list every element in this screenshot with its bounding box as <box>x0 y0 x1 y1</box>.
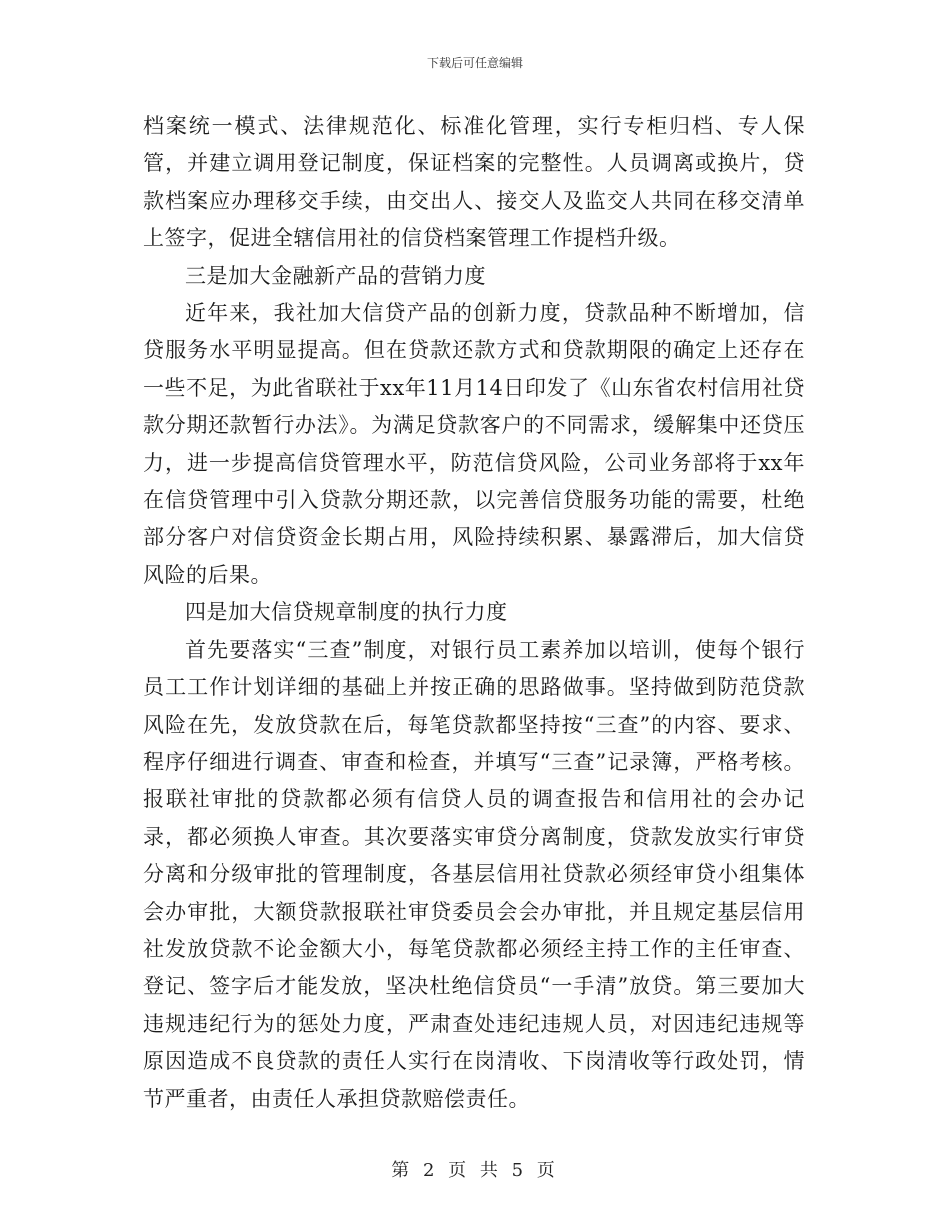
header-note: 下载后可任意编辑 <box>426 56 523 70</box>
paragraph-installment-repayment: 近年来，我社加大信贷产品的创新力度，贷款品种不断增加，信贷服务水平明显提高。但在贷款还款方式和贷款期限的确定上还存在一些不足，为此省联社于xx年11月14日印发了《山东省农村信用社贷款分期还款暂行办法》。为满足贷款客户的不同需求，缓解集中还贷压力，进一步提高信贷管理水平，防范信贷风险，公司业务部将于xx年在信贷管理中引入贷款分期还款，以完善信贷服务功能的需要，杜绝部分客户对信贷资金长期占用，风险持续积累、暴露滞后，加大信贷风险的后果。 <box>143 301 805 587</box>
document-body <box>143 108 805 1118</box>
section-heading-marketing: 三是加大金融新产品的营销力度 <box>185 263 486 288</box>
page-number-footer: 第 2 页 共 5 页 <box>391 1160 559 1181</box>
paragraph-archive-continuation: 档案统一模式、法律规范化、标准化管理，实行专柜归档、专人保管，并建立调用登记制度，保证档案的完整性。人员调离或换片，贷款档案应办理移交手续，由交出人、接交人及监交人共同在移交清单上签字，促进全辖信用社的信贷档案管理工作提档升级。 <box>143 114 805 251</box>
section-heading-regulations: 四是加大信贷规章制度的执行力度 <box>185 600 508 625</box>
paragraph-three-checks: 首先要落实“三查”制度，对银行员工素养加以培训，使每个银行员工工作计划详细的基础上并按正确的思路做事。坚持做到防范贷款风险在先，发放贷款在后，每笔贷款都坚持按“三查”的内容、要求、程序仔细进行调查、审查和检查，并填写“三查”记录簿，严格考核。报联社审批的贷款都必须有信贷人员的调查报告和信用社的会办记录，都必须换人审查。其次要落实审贷分离制度，贷款发放实行审贷分离和分级审批的管理制度，各基层信用社贷款必须经审贷小组集体会办审批，大额贷款报联社审贷委员会会办审批，并且规定基层信用社发放贷款不论金额大小，每笔贷款都必须经主持工作的主任审查、登记、签字后才能发放，坚决杜绝信贷员“一手清”放贷。第三要加大违规违纪行为的惩处力度，严肃查处违纪违规人员，对因违纪违规等原因造成不良贷款的责任人实行在岗清收、下岗清收等行政处罚，情节严重者，由责任人承担贷款赔偿责任。 <box>143 637 805 1111</box>
